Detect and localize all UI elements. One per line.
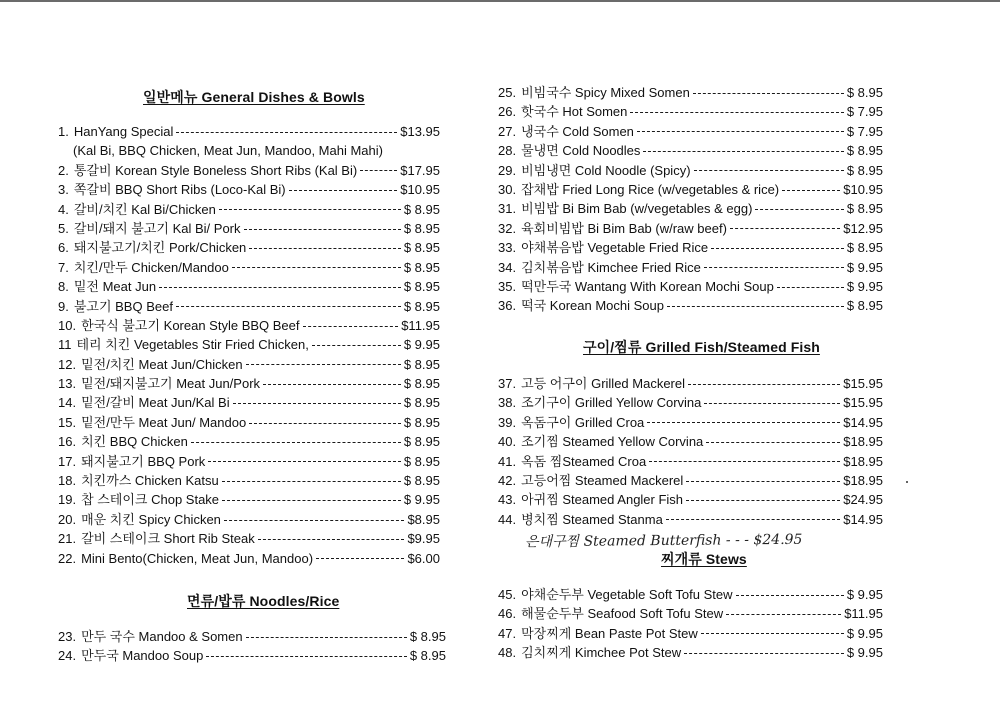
dotted-leader bbox=[706, 442, 840, 443]
menu-item-number: 2. bbox=[58, 162, 69, 178]
menu-item-price: $11.95 bbox=[401, 317, 440, 333]
menu-item-number: 7. bbox=[58, 259, 69, 275]
menu-item-number: 38. bbox=[498, 395, 517, 411]
menu-item bbox=[498, 122, 883, 141]
menu-item-name: 병치찜 Steamed Stanma bbox=[521, 511, 663, 527]
menu-item-price: $ 8.95 bbox=[846, 240, 883, 256]
menu-item bbox=[58, 277, 440, 296]
menu-item-number: 21. bbox=[58, 531, 77, 547]
menu-item bbox=[498, 277, 883, 296]
menu-item-name: 밑전 Meat Jun bbox=[73, 279, 157, 295]
menu-item-price: $ 8.95 bbox=[403, 259, 440, 275]
dotted-leader bbox=[755, 209, 843, 210]
menu-list-general bbox=[58, 122, 440, 568]
menu-item-price: $ 8.95 bbox=[846, 143, 883, 159]
dotted-leader bbox=[684, 653, 844, 654]
menu-item bbox=[58, 452, 440, 471]
menu-item-name: 아귀찜 Steamed Angler Fish bbox=[521, 492, 684, 508]
menu-item-name: 쪽갈비 BBQ Short Ribs (Loco-Kal Bi) bbox=[73, 182, 286, 198]
menu-item-price: $18.95 bbox=[843, 434, 883, 450]
menu-item-number: 43. bbox=[498, 492, 517, 508]
dotted-leader bbox=[726, 614, 841, 615]
dotted-leader bbox=[711, 248, 844, 249]
menu-item-name: 핫국수 Hot Somen bbox=[521, 104, 628, 120]
menu-item-number: 25. bbox=[498, 85, 517, 100]
menu-list-stews bbox=[498, 585, 883, 663]
menu-item-number: 22. bbox=[58, 550, 77, 566]
dotted-leader bbox=[630, 112, 843, 113]
menu-item-price: $ 8.95 bbox=[403, 356, 440, 372]
menu-item-price: $ 8.95 bbox=[409, 629, 446, 644]
menu-item-name: 치킨 BBQ Chicken bbox=[81, 434, 188, 450]
menu-item-name: 한국식 불고기 Korean Style BBQ Beef bbox=[81, 317, 300, 333]
menu-item-price: $10.95 bbox=[843, 181, 883, 197]
menu-item-price: $ 9.95 bbox=[403, 337, 440, 353]
menu-item-price: $ 8.95 bbox=[403, 434, 440, 450]
menu-item bbox=[498, 219, 883, 238]
menu-item-number: 24. bbox=[58, 648, 77, 664]
menu-list-noodles-continued bbox=[498, 83, 883, 316]
menu-item-number: 10. bbox=[58, 317, 77, 333]
menu-item-price: $ 8.95 bbox=[846, 298, 883, 314]
menu-item-number: 33. bbox=[498, 240, 517, 256]
menu-item-number: 11 bbox=[58, 337, 72, 353]
menu-item-number: 48. bbox=[498, 645, 517, 661]
menu-item-name: 밑전/만두 Meat Jun/ Mandoo bbox=[81, 414, 247, 430]
menu-item-price: $12.95 bbox=[843, 220, 883, 236]
menu-item-number: 35. bbox=[498, 278, 517, 294]
dotted-leader bbox=[303, 326, 399, 327]
menu-item-price: $ 8.95 bbox=[403, 279, 440, 295]
menu-item bbox=[498, 510, 883, 529]
menu-item-number: 34. bbox=[498, 259, 517, 275]
dotted-leader bbox=[222, 500, 401, 501]
menu-item bbox=[58, 238, 440, 257]
dotted-leader bbox=[704, 403, 840, 404]
menu-item-price: $ 7.95 bbox=[846, 123, 883, 139]
dotted-leader bbox=[249, 248, 401, 249]
menu-item-number: 16. bbox=[58, 434, 77, 450]
scan-top-edge bbox=[0, 0, 1000, 2]
menu-item-name: HanYang Special bbox=[73, 124, 174, 139]
dotted-leader bbox=[316, 558, 404, 559]
menu-item-number: 27. bbox=[498, 123, 517, 139]
dotted-leader bbox=[647, 422, 840, 423]
menu-item bbox=[58, 219, 440, 238]
menu-item-price: $ 9.95 bbox=[846, 278, 883, 294]
dotted-leader bbox=[666, 519, 840, 520]
menu-item-number: 17. bbox=[58, 453, 77, 469]
menu-item-name: 돼지불고기/치킨 Pork/Chicken bbox=[73, 240, 247, 256]
dotted-leader bbox=[693, 93, 844, 94]
menu-item-number: 23. bbox=[58, 629, 77, 644]
menu-item-name: 만두 국수 Mandoo & Somen bbox=[81, 629, 243, 644]
menu-item-number: 4. bbox=[58, 201, 69, 217]
menu-item bbox=[498, 258, 883, 277]
menu-item-price: $ 8.95 bbox=[403, 240, 440, 256]
menu-item-name: 밑전/치킨 Meat Jun/Chicken bbox=[81, 356, 243, 372]
dotted-leader bbox=[736, 595, 844, 596]
menu-item bbox=[498, 141, 883, 160]
dotted-leader bbox=[159, 287, 401, 288]
menu-item-name: 해물순두부 Seafood Soft Tofu Stew bbox=[521, 606, 724, 622]
menu-item-name: 옥돔구이 Grilled Croa bbox=[521, 414, 645, 430]
menu-item bbox=[498, 471, 883, 490]
dotted-leader bbox=[263, 384, 401, 385]
menu-item bbox=[498, 643, 883, 662]
menu-item-name: 돼지불고기 BBQ Pork bbox=[81, 453, 206, 469]
menu-item-number: 8. bbox=[58, 279, 69, 295]
dotted-leader bbox=[312, 345, 401, 346]
menu-item-price: $ 8.95 bbox=[403, 414, 440, 430]
dotted-leader bbox=[176, 306, 401, 307]
menu-item-number: 14. bbox=[58, 395, 77, 411]
menu-item-name: 갈비/돼지 불고기 Kal Bi/ Pork bbox=[73, 220, 241, 236]
menu-item bbox=[58, 393, 440, 412]
menu-item bbox=[58, 490, 440, 509]
menu-item-name: 비빔밥 Bi Bim Bab (w/vegetables & egg) bbox=[521, 201, 753, 217]
dotted-leader bbox=[206, 656, 407, 657]
menu-item-name: 옥돔 찜Steamed Croa bbox=[521, 453, 647, 469]
menu-item-number: 40. bbox=[498, 434, 517, 450]
menu-item-name: 막장찌게 Bean Paste Pot Stew bbox=[521, 625, 698, 641]
menu-item bbox=[58, 258, 440, 277]
menu-item bbox=[58, 627, 446, 646]
menu-item bbox=[58, 510, 440, 529]
menu-item bbox=[498, 604, 883, 623]
menu-item-number: 44. bbox=[498, 511, 517, 527]
menu-item-price: $ 8.95 bbox=[403, 395, 440, 411]
menu-item-name: 떡국 Korean Mochi Soup bbox=[521, 298, 664, 314]
menu-item bbox=[58, 471, 440, 490]
menu-list-grilled-fish bbox=[498, 374, 883, 529]
dotted-leader bbox=[289, 190, 398, 191]
menu-item-number: 36. bbox=[498, 298, 517, 314]
menu-item-name: 떡만두국 Wantang With Korean Mochi Soup bbox=[521, 278, 774, 294]
dotted-leader bbox=[643, 151, 843, 152]
dotted-leader bbox=[360, 170, 397, 171]
menu-item bbox=[498, 490, 883, 509]
menu-item-number: 31. bbox=[498, 201, 517, 217]
menu-item-name: 비빔국수 Spicy Mixed Somen bbox=[521, 85, 690, 100]
menu-item-description: (Kal Bi, BBQ Chicken, Meat Jun, Mandoo, Mahi Mahi) bbox=[73, 143, 383, 159]
menu-item-price: $14.95 bbox=[843, 511, 883, 527]
menu-item bbox=[498, 102, 883, 121]
dotted-leader bbox=[224, 520, 405, 521]
menu-item bbox=[58, 335, 440, 354]
menu-item bbox=[58, 200, 440, 219]
dotted-leader bbox=[782, 190, 840, 191]
dotted-leader bbox=[246, 637, 407, 638]
menu-item-price: $15.95 bbox=[843, 395, 883, 411]
menu-item-price: $9.95 bbox=[407, 531, 440, 547]
section-title-general: 일반메뉴 General Dishes & Bowls bbox=[143, 89, 365, 105]
menu-item bbox=[58, 355, 440, 374]
menu-item bbox=[498, 161, 883, 180]
menu-item-number: 47. bbox=[498, 625, 517, 641]
dotted-leader bbox=[176, 132, 397, 133]
menu-item-price: $24.95 bbox=[843, 492, 883, 508]
dotted-leader bbox=[777, 287, 844, 288]
menu-item bbox=[498, 296, 883, 315]
menu-item-name: 조기찜 Steamed Yellow Corvina bbox=[521, 434, 704, 450]
menu-item-number: 42. bbox=[498, 472, 517, 488]
menu-item-name: 매운 치킨 Spicy Chicken bbox=[81, 511, 221, 527]
menu-item-number: 41. bbox=[498, 453, 517, 469]
menu-item-name: 밑전/갈비 Meat Jun/Kal Bi bbox=[81, 395, 230, 411]
menu-item bbox=[58, 180, 440, 199]
menu-item-name: 통갈비 Korean Style Boneless Short Ribs (Kal Bi) bbox=[73, 162, 358, 178]
menu-item-price: $18.95 bbox=[843, 453, 883, 469]
handwritten-note: 은대구찜 Steamed Butterfish - - - $24.95 bbox=[524, 531, 803, 551]
section-title-grilled-fish: 구이/찜류 Grilled Fish/Steamed Fish bbox=[583, 339, 820, 355]
menu-item-number: 9. bbox=[58, 298, 69, 314]
menu-item-number: 32. bbox=[498, 220, 517, 236]
menu-item bbox=[58, 432, 440, 451]
menu-item-name: 갈비 스테이크 Short Rib Steak bbox=[81, 531, 255, 547]
menu-item bbox=[498, 180, 883, 199]
menu-item-name: 잡채밥 Fried Long Rice (w/vegetables & rice) bbox=[521, 181, 780, 197]
dotted-leader bbox=[730, 228, 840, 229]
menu-item-number: 5. bbox=[58, 220, 69, 236]
menu-item-name: 만두국 Mandoo Soup bbox=[81, 648, 204, 664]
menu-item-price: $ 8.95 bbox=[409, 648, 446, 664]
dotted-leader bbox=[208, 461, 401, 462]
menu-item-name: Mini Bento(Chicken, Meat Jun, Mandoo) bbox=[81, 550, 314, 566]
menu-item bbox=[58, 316, 440, 335]
menu-item-name: 야채볶음밥 Vegetable Fried Rice bbox=[521, 240, 709, 256]
menu-item bbox=[58, 141, 440, 160]
menu-item-number: 39. bbox=[498, 414, 517, 430]
menu-item-number: 45. bbox=[498, 587, 517, 602]
menu-item-number: 46. bbox=[498, 606, 517, 622]
menu-item-price: $ 9.95 bbox=[846, 259, 883, 275]
menu-item bbox=[498, 413, 883, 432]
menu-item-name: 갈비/치킨 Kal Bi/Chicken bbox=[73, 201, 216, 217]
menu-item-number: 37. bbox=[498, 376, 517, 391]
menu-item-price: $6.00 bbox=[407, 550, 440, 566]
menu-item-price: $ 8.95 bbox=[846, 162, 883, 178]
menu-item-number: 15. bbox=[58, 414, 77, 430]
menu-item bbox=[58, 549, 440, 568]
menu-item-price: $13.95 bbox=[400, 124, 440, 139]
menu-item-name: 조기구이 Grilled Yellow Corvina bbox=[521, 395, 702, 411]
menu-item-number: 28. bbox=[498, 143, 517, 159]
menu-item bbox=[498, 432, 883, 451]
menu-item-number: 18. bbox=[58, 473, 77, 489]
dotted-leader bbox=[191, 442, 401, 443]
dotted-leader bbox=[667, 306, 844, 307]
menu-item-price: $ 7.95 bbox=[846, 104, 883, 120]
menu-item-name: 치킨/만두 Chicken/Mandoo bbox=[73, 259, 229, 275]
menu-item-number: 30. bbox=[498, 181, 517, 197]
menu-item-price: $ 9.95 bbox=[846, 625, 883, 641]
section-title-stews: 찌개류 Stews bbox=[661, 551, 747, 567]
menu-item-price: $18.95 bbox=[843, 472, 883, 488]
menu-item-price: $ 9.95 bbox=[846, 645, 883, 661]
dotted-leader bbox=[244, 229, 401, 230]
menu-item-name: 비빔냉면 Cold Noodle (Spicy) bbox=[521, 162, 691, 178]
menu-item-price: $ 9.95 bbox=[846, 587, 883, 602]
dotted-leader bbox=[686, 481, 840, 482]
menu-item-name: 고등어찜 Steamed Mackerel bbox=[521, 472, 684, 488]
menu-item-name: 육회비빔밥 Bi Bim Bab (w/raw beef) bbox=[521, 220, 727, 236]
menu-item-number: 19. bbox=[58, 492, 77, 508]
menu-item-price: $ 8.95 bbox=[403, 220, 440, 236]
menu-item-name: 불고기 BBQ Beef bbox=[73, 298, 173, 314]
menu-item-price: $ 8.95 bbox=[846, 201, 883, 217]
menu-item-name: 찹 스테이크 Chop Stake bbox=[81, 492, 220, 508]
menu-item-name: 치킨까스 Chicken Katsu bbox=[81, 473, 219, 489]
section-title-noodles: 면류/밥류 Noodles/Rice bbox=[187, 593, 340, 609]
menu-item bbox=[58, 161, 440, 180]
menu-item-number: 6. bbox=[58, 240, 69, 256]
menu-item bbox=[498, 83, 883, 102]
dotted-leader bbox=[694, 170, 844, 171]
dotted-leader bbox=[686, 500, 840, 501]
dotted-leader bbox=[219, 209, 401, 210]
menu-item bbox=[58, 297, 440, 316]
menu-item bbox=[498, 585, 883, 604]
menu-item-name: 물냉면 Cold Noodles bbox=[521, 143, 641, 159]
menu-item bbox=[58, 374, 440, 393]
menu-item-price: $15.95 bbox=[843, 376, 883, 391]
menu-item-number: 20. bbox=[58, 511, 77, 527]
menu-item-price: $10.95 bbox=[400, 182, 440, 198]
menu-item-name: 냉국수 Cold Somen bbox=[521, 123, 634, 139]
menu-item-name: 김치볶음밥 Kimchee Fried Rice bbox=[521, 259, 701, 275]
menu-item bbox=[498, 238, 883, 257]
pen-mark bbox=[906, 481, 908, 483]
menu-item bbox=[58, 646, 446, 665]
menu-item-price: $14.95 bbox=[843, 414, 883, 430]
menu-item-number: 12. bbox=[58, 356, 77, 372]
dotted-leader bbox=[258, 539, 405, 540]
menu-item-price: $8.95 bbox=[407, 511, 440, 527]
menu-item-price: $ 8.95 bbox=[403, 298, 440, 314]
menu-item bbox=[498, 624, 883, 643]
menu-item-price: $ 8.95 bbox=[403, 376, 440, 392]
dotted-leader bbox=[249, 423, 401, 424]
menu-item-name: 김치찌게 Kimchee Pot Stew bbox=[521, 645, 682, 661]
menu-item-name: 테리 치킨 Vegetables Stir Fried Chicken, bbox=[76, 337, 309, 353]
menu-item-number: 26. bbox=[498, 104, 517, 120]
menu-item bbox=[498, 393, 883, 412]
menu-item-number: 1. bbox=[58, 124, 69, 139]
menu-item bbox=[498, 199, 883, 218]
dotted-leader bbox=[649, 461, 840, 462]
menu-item bbox=[498, 452, 883, 471]
menu-list-noodles bbox=[58, 627, 446, 666]
menu-item-name: 고등 어구이 Grilled Mackerel bbox=[521, 376, 686, 391]
menu-item-number: 29. bbox=[498, 162, 517, 178]
dotted-leader bbox=[246, 364, 401, 365]
menu-item-price: $ 9.95 bbox=[403, 492, 440, 508]
menu-item-price: $ 8.95 bbox=[403, 473, 440, 489]
dotted-leader bbox=[233, 403, 401, 404]
menu-item bbox=[58, 413, 440, 432]
menu-item-number: 13. bbox=[58, 376, 77, 392]
dotted-leader bbox=[232, 267, 401, 268]
menu-item-price: $17.95 bbox=[400, 162, 440, 178]
menu-item-price: $ 8.95 bbox=[403, 201, 440, 217]
menu-item-price: $ 8.95 bbox=[403, 453, 440, 469]
dotted-leader bbox=[688, 384, 840, 385]
menu-item bbox=[498, 374, 883, 393]
menu-item bbox=[58, 529, 440, 548]
dotted-leader bbox=[704, 267, 844, 268]
menu-item-price: $ 8.95 bbox=[846, 85, 883, 100]
dotted-leader bbox=[222, 481, 401, 482]
menu-item-price: $11.95 bbox=[844, 606, 883, 622]
menu-item-number: 3. bbox=[58, 182, 69, 198]
menu-item bbox=[58, 122, 440, 141]
dotted-leader bbox=[637, 131, 844, 132]
menu-item-name: 야채순두부 Vegetable Soft Tofu Stew bbox=[521, 587, 733, 602]
dotted-leader bbox=[701, 633, 844, 634]
menu-item-name: 밑전/돼지불고기 Meat Jun/Pork bbox=[81, 376, 261, 392]
